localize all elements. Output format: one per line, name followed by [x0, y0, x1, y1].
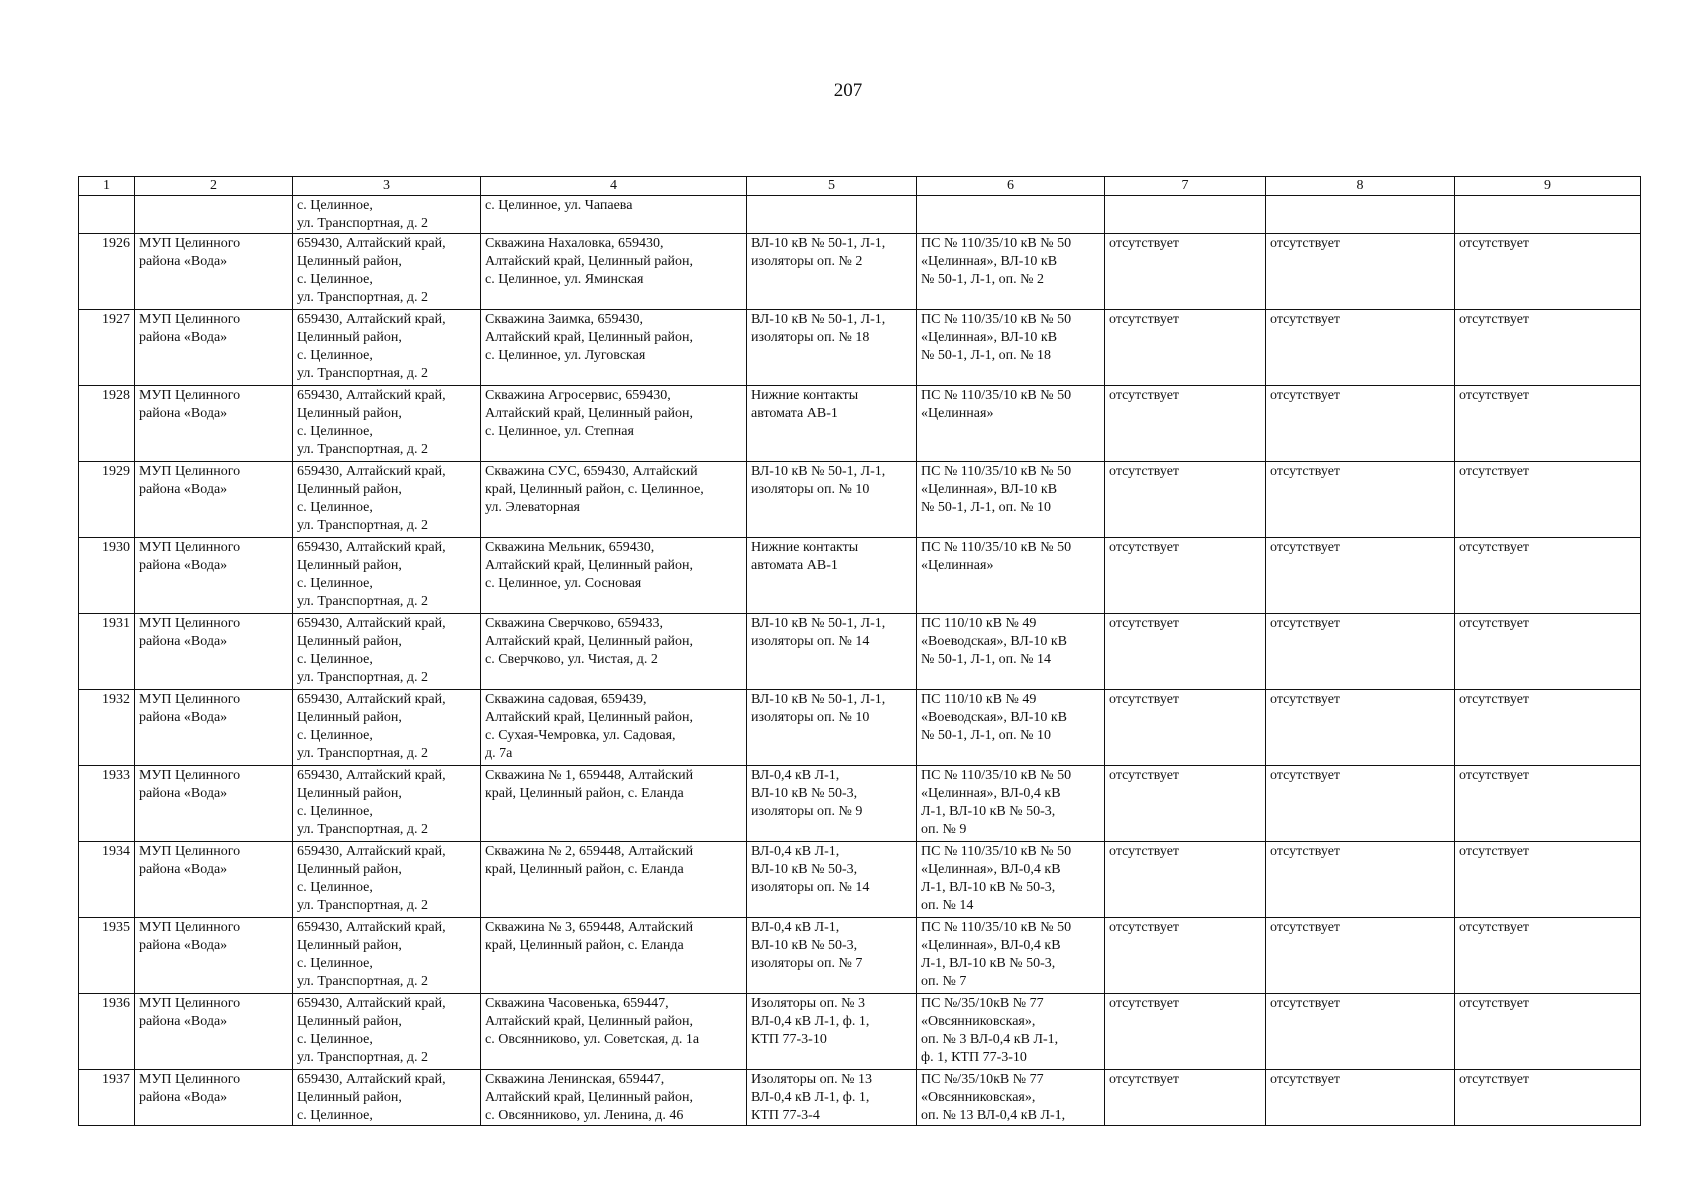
cell-address: 659430, Алтайский край, Целинный район, с. Целинное, ул. Транспортная, д. 2 — [293, 462, 481, 538]
header-cell: 6 — [917, 177, 1105, 196]
cell-boundary: ВЛ-10 кВ № 50-1, Л-1, изоляторы оп. № 18 — [747, 310, 917, 386]
cell-boundary — [747, 196, 917, 234]
cell-col7: отсутствует — [1105, 842, 1266, 918]
cell-source: ПС № 110/35/10 кВ № 50 «Целинная» — [917, 386, 1105, 462]
cell-col8: отсутствует — [1266, 538, 1455, 614]
cell-number: 1930 — [79, 538, 135, 614]
cell-address: 659430, Алтайский край, Целинный район, с. Целинное, ул. Транспортная, д. 2 — [293, 842, 481, 918]
continuation-row — [79, 196, 1641, 234]
cell-number: 1931 — [79, 614, 135, 690]
cell-boundary: Нижние контакты автомата АВ-1 — [747, 386, 917, 462]
table-header — [79, 177, 1641, 196]
cell-object: Скважина № 1, 659448, Алтайский край, Целинный район, с. Еланда — [481, 766, 747, 842]
cell-number: 1928 — [79, 386, 135, 462]
header-cell: 4 — [481, 177, 747, 196]
cell-number: 1926 — [79, 234, 135, 310]
cell-address: 659430, Алтайский край, Целинный район, с. Целинное, ул. Транспортная, д. 2 — [293, 918, 481, 994]
header-cell: 1 — [79, 177, 135, 196]
table-row — [79, 234, 1641, 310]
cell-boundary: ВЛ-10 кВ № 50-1, Л-1, изоляторы оп. № 14 — [747, 614, 917, 690]
cell-boundary: Нижние контакты автомата АВ-1 — [747, 538, 917, 614]
cell-owner: МУП Целинного района «Вода» — [135, 234, 293, 310]
cell-col7: отсутствует — [1105, 918, 1266, 994]
cell-object: Скважина Заимка, 659430, Алтайский край, Целинный район, с. Целинное, ул. Луговская — [481, 310, 747, 386]
cell-number: 1934 — [79, 842, 135, 918]
cell-number: 1936 — [79, 994, 135, 1070]
cell-owner: МУП Целинного района «Вода» — [135, 1070, 293, 1126]
cell-owner: МУП Целинного района «Вода» — [135, 918, 293, 994]
cell-owner: МУП Целинного района «Вода» — [135, 842, 293, 918]
cell-col8: отсутствует — [1266, 994, 1455, 1070]
cell-boundary: Изоляторы оп. № 13 ВЛ-0,4 кВ Л-1, ф. 1, КТП 77-3-4 — [747, 1070, 917, 1126]
cell-col9: отсутствует — [1455, 234, 1641, 310]
cell-owner: МУП Целинного района «Вода» — [135, 386, 293, 462]
cell-boundary: ВЛ-10 кВ № 50-1, Л-1, изоляторы оп. № 10 — [747, 690, 917, 766]
cell-col7: отсутствует — [1105, 994, 1266, 1070]
table-body — [79, 196, 1641, 1126]
cell-object: Скважина № 3, 659448, Алтайский край, Целинный район, с. Еланда — [481, 918, 747, 994]
cell-col9: отсутствует — [1455, 918, 1641, 994]
cell-source — [917, 196, 1105, 234]
cell-col7: отсутствует — [1105, 310, 1266, 386]
cell-col8: отсутствует — [1266, 1070, 1455, 1126]
cell-source: ПС № 110/35/10 кВ № 50 «Целинная», ВЛ-10 кВ № 50-1, Л-1, оп. № 2 — [917, 234, 1105, 310]
cell-object: с. Целинное, ул. Чапаева — [481, 196, 747, 234]
table-row — [79, 766, 1641, 842]
cell-col7: отсутствует — [1105, 1070, 1266, 1126]
cell-source: ПС №/35/10кВ № 77 «Овсянниковская», оп. № 3 ВЛ-0,4 кВ Л-1, ф. 1, КТП 77-3-10 — [917, 994, 1105, 1070]
cell-object: Скважина СУС, 659430, Алтайский край, Целинный район, с. Целинное, ул. Элеваторная — [481, 462, 747, 538]
cell-address: 659430, Алтайский край, Целинный район, с. Целинное, ул. Транспортная, д. 2 — [293, 538, 481, 614]
cell-object: Скважина садовая, 659439, Алтайский край, Целинный район, с. Сухая-Чемровка, ул. Садовая, д. 7а — [481, 690, 747, 766]
header-cell: 9 — [1455, 177, 1641, 196]
cell-object: Скважина Нахаловка, 659430, Алтайский край, Целинный район, с. Целинное, ул. Яминская — [481, 234, 747, 310]
cell-source: ПС 110/10 кВ № 49 «Воеводская», ВЛ-10 кВ № 50-1, Л-1, оп. № 10 — [917, 690, 1105, 766]
cell-col7: отсутствует — [1105, 234, 1266, 310]
cell-col9: отсутствует — [1455, 842, 1641, 918]
cell-col9: отсутствует — [1455, 538, 1641, 614]
cell-object: Скважина Сверчково, 659433, Алтайский край, Целинный район, с. Сверчково, ул. Чистая, д. 2 — [481, 614, 747, 690]
cell-col9 — [1455, 196, 1641, 234]
cell-source: ПС № 110/35/10 кВ № 50 «Целинная», ВЛ-0,4 кВ Л-1, ВЛ-10 кВ № 50-3, оп. № 14 — [917, 842, 1105, 918]
cell-col7: отсутствует — [1105, 614, 1266, 690]
table-row — [79, 310, 1641, 386]
cell-col7: отсутствует — [1105, 766, 1266, 842]
cell-col9: отсутствует — [1455, 462, 1641, 538]
cell-owner: МУП Целинного района «Вода» — [135, 614, 293, 690]
cell-col8: отсутствует — [1266, 614, 1455, 690]
page-number: 207 — [833, 80, 863, 101]
cell-address: 659430, Алтайский край, Целинный район, с. Целинное, ул. Транспортная, д. 2 — [293, 614, 481, 690]
registry-table — [78, 176, 1641, 1126]
cell-owner: МУП Целинного района «Вода» — [135, 462, 293, 538]
cell-boundary: ВЛ-0,4 кВ Л-1, ВЛ-10 кВ № 50-3, изоляторы оп. № 14 — [747, 842, 917, 918]
table-row — [79, 690, 1641, 766]
cell-address: 659430, Алтайский край, Целинный район, с. Целинное, ул. Транспортная, д. 2 — [293, 310, 481, 386]
table-row — [79, 386, 1641, 462]
cell-address: с. Целинное, ул. Транспортная, д. 2 — [293, 196, 481, 234]
cell-col9: отсутствует — [1455, 766, 1641, 842]
header-cell: 7 — [1105, 177, 1266, 196]
cell-col8 — [1266, 196, 1455, 234]
cell-source: ПС №/35/10кВ № 77 «Овсянниковская», оп. № 13 ВЛ-0,4 кВ Л-1, — [917, 1070, 1105, 1126]
cell-address: 659430, Алтайский край, Целинный район, с. Целинное, — [293, 1070, 481, 1126]
cell-owner: МУП Целинного района «Вода» — [135, 994, 293, 1070]
cell-boundary: Изоляторы оп. № 3 ВЛ-0,4 кВ Л-1, ф. 1, КТП 77-3-10 — [747, 994, 917, 1070]
table-row — [79, 462, 1641, 538]
cell-col7: отсутствует — [1105, 538, 1266, 614]
table-row — [79, 1070, 1641, 1126]
cell-source: ПС 110/10 кВ № 49 «Воеводская», ВЛ-10 кВ № 50-1, Л-1, оп. № 14 — [917, 614, 1105, 690]
cell-source: ПС № 110/35/10 кВ № 50 «Целинная», ВЛ-10 кВ № 50-1, Л-1, оп. № 10 — [917, 462, 1105, 538]
cell-number — [79, 196, 135, 234]
cell-number: 1929 — [79, 462, 135, 538]
cell-object: Скважина Часовенька, 659447, Алтайский край, Целинный район, с. Овсянниково, ул. Советская, д. 1а — [481, 994, 747, 1070]
cell-col8: отсутствует — [1266, 386, 1455, 462]
cell-col9: отсутствует — [1455, 614, 1641, 690]
cell-object: Скважина Мельник, 659430, Алтайский край, Целинный район, с. Целинное, ул. Сосновая — [481, 538, 747, 614]
cell-col8: отсутствует — [1266, 766, 1455, 842]
cell-number: 1933 — [79, 766, 135, 842]
cell-col8: отсутствует — [1266, 690, 1455, 766]
table-row — [79, 918, 1641, 994]
cell-col7 — [1105, 196, 1266, 234]
cell-col9: отсутствует — [1455, 994, 1641, 1070]
cell-number: 1932 — [79, 690, 135, 766]
table-row — [79, 538, 1641, 614]
cell-col7: отсутствует — [1105, 386, 1266, 462]
cell-source: ПС № 110/35/10 кВ № 50 «Целинная», ВЛ-10 кВ № 50-1, Л-1, оп. № 18 — [917, 310, 1105, 386]
cell-address: 659430, Алтайский край, Целинный район, с. Целинное, ул. Транспортная, д. 2 — [293, 234, 481, 310]
table-row — [79, 842, 1641, 918]
cell-col9: отсутствует — [1455, 310, 1641, 386]
cell-address: 659430, Алтайский край, Целинный район, с. Целинное, ул. Транспортная, д. 2 — [293, 994, 481, 1070]
cell-owner: МУП Целинного района «Вода» — [135, 690, 293, 766]
cell-col8: отсутствует — [1266, 918, 1455, 994]
cell-col8: отсутствует — [1266, 842, 1455, 918]
cell-col8: отсутствует — [1266, 234, 1455, 310]
header-cell: 8 — [1266, 177, 1455, 196]
cell-source: ПС № 110/35/10 кВ № 50 «Целинная», ВЛ-0,4 кВ Л-1, ВЛ-10 кВ № 50-3, оп. № 7 — [917, 918, 1105, 994]
cell-owner: МУП Целинного района «Вода» — [135, 310, 293, 386]
header-cell: 5 — [747, 177, 917, 196]
cell-boundary: ВЛ-10 кВ № 50-1, Л-1, изоляторы оп. № 10 — [747, 462, 917, 538]
header-row — [79, 177, 1641, 196]
cell-col7: отсутствует — [1105, 462, 1266, 538]
cell-col9: отсутствует — [1455, 690, 1641, 766]
cell-number: 1937 — [79, 1070, 135, 1126]
cell-address: 659430, Алтайский край, Целинный район, с. Целинное, ул. Транспортная, д. 2 — [293, 386, 481, 462]
cell-address: 659430, Алтайский край, Целинный район, с. Целинное, ул. Транспортная, д. 2 — [293, 690, 481, 766]
cell-col9: отсутствует — [1455, 1070, 1641, 1126]
cell-source: ПС № 110/35/10 кВ № 50 «Целинная», ВЛ-0,4 кВ Л-1, ВЛ-10 кВ № 50-3, оп. № 9 — [917, 766, 1105, 842]
cell-col7: отсутствует — [1105, 690, 1266, 766]
cell-col8: отсутствует — [1266, 310, 1455, 386]
cell-owner: МУП Целинного района «Вода» — [135, 538, 293, 614]
cell-col9: отсутствует — [1455, 386, 1641, 462]
table-row — [79, 614, 1641, 690]
cell-boundary: ВЛ-10 кВ № 50-1, Л-1, изоляторы оп. № 2 — [747, 234, 917, 310]
cell-owner: МУП Целинного района «Вода» — [135, 766, 293, 842]
cell-address: 659430, Алтайский край, Целинный район, с. Целинное, ул. Транспортная, д. 2 — [293, 766, 481, 842]
table-row — [79, 994, 1641, 1070]
cell-col8: отсутствует — [1266, 462, 1455, 538]
cell-object: Скважина № 2, 659448, Алтайский край, Целинный район, с. Еланда — [481, 842, 747, 918]
header-cell: 2 — [135, 177, 293, 196]
header-cell: 3 — [293, 177, 481, 196]
cell-number: 1935 — [79, 918, 135, 994]
cell-boundary: ВЛ-0,4 кВ Л-1, ВЛ-10 кВ № 50-3, изоляторы оп. № 7 — [747, 918, 917, 994]
cell-boundary: ВЛ-0,4 кВ Л-1, ВЛ-10 кВ № 50-3, изоляторы оп. № 9 — [747, 766, 917, 842]
cell-owner — [135, 196, 293, 234]
cell-source: ПС № 110/35/10 кВ № 50 «Целинная» — [917, 538, 1105, 614]
cell-object: Скважина Ленинская, 659447, Алтайский край, Целинный район, с. Овсянниково, ул. Ленина, д. 46 — [481, 1070, 747, 1126]
cell-object: Скважина Агросервис, 659430, Алтайский край, Целинный район, с. Целинное, ул. Степная — [481, 386, 747, 462]
cell-number: 1927 — [79, 310, 135, 386]
